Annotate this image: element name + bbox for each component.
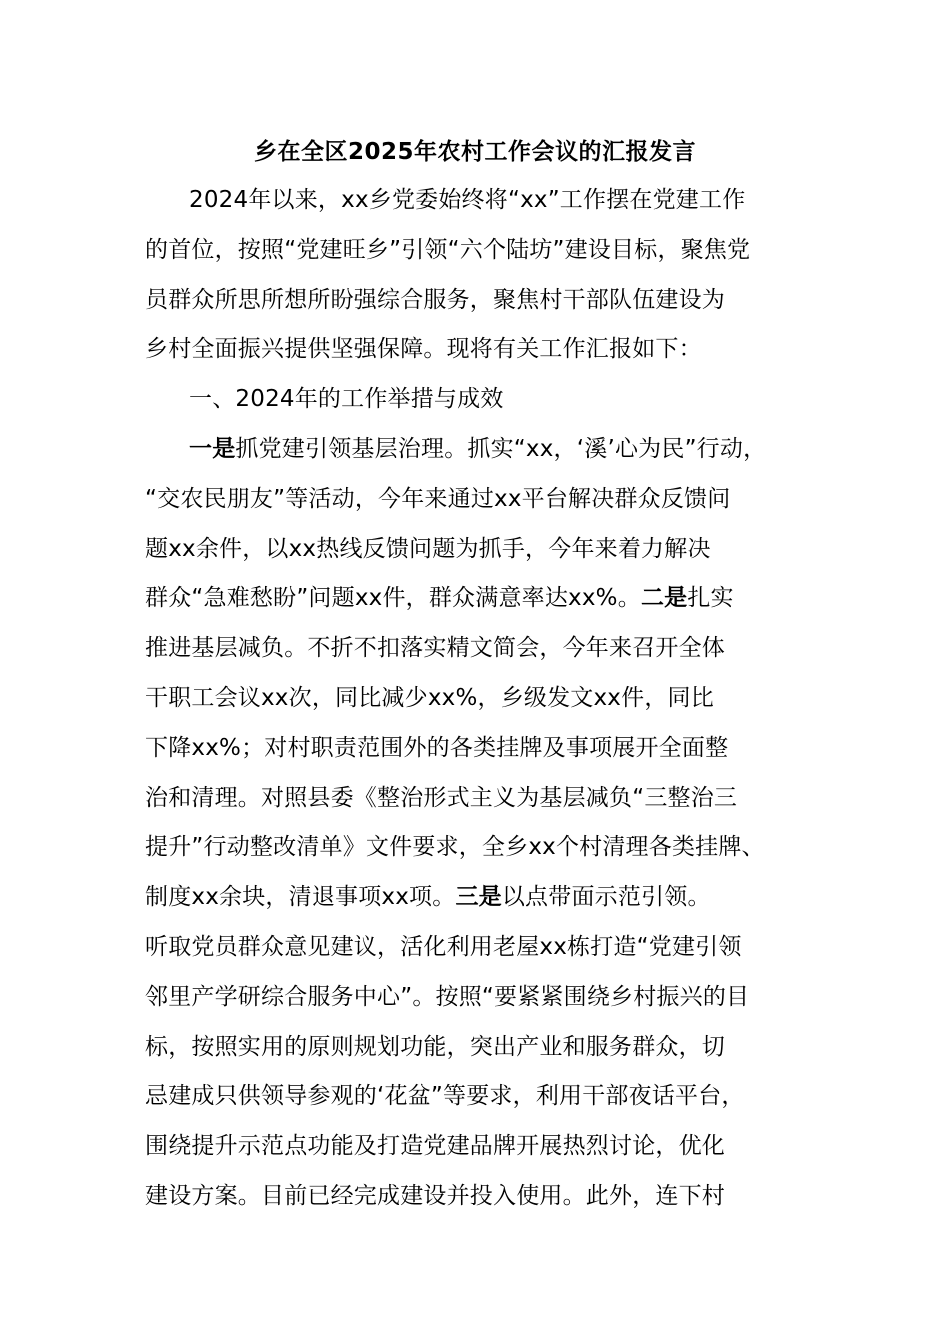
body-line: 群众“急难愁盼”问题xx件，群众满意率达xx%。二是扎实 [145, 585, 734, 612]
body-line: 下降xx%；对村职责范围外的各类挂牌及事项展开全面整 [145, 734, 729, 761]
body-line: 乡村全面振兴提供坚强保障。现将有关工作汇报如下： [145, 336, 702, 363]
body-line: “交农民朋友”等活动，今年来通过xx平台解决群众反馈问 [145, 485, 731, 512]
emphasis-label: 一是 [189, 435, 236, 462]
emphasis-label: 三是 [455, 884, 502, 911]
body-line: 推进基层减负。不折不扣落实精文简会，今年来召开全体 [145, 635, 725, 662]
section-heading: 一、2024年的工作举措与成效 [189, 386, 504, 413]
body-line: 2024年以来，xx乡党委始终将“xx”工作摆在党建工作 [189, 187, 746, 213]
body-line: 题xx余件，以xx热线反馈问题为抓手，今年来着力解决 [145, 535, 711, 562]
body-line: 干职工会议xx次，同比减少xx%，乡级发文xx件，同比 [145, 684, 714, 711]
body-line: 邻里产学研综合服务中心”。按照“要紧紧围绕乡村振兴的目 [145, 983, 750, 1010]
body-line: 一是抓党建引领基层治理。抓实“xx，‘溪’心为民”行动， [189, 435, 767, 462]
emphasis-label: 二是 [640, 585, 688, 612]
body-line: 员群众所思所想所盼强综合服务，聚焦村干部队伍建设为 [145, 286, 725, 313]
body-line: 建设方案。目前已经完成建设并投入使用。此外，连下村 [145, 1182, 725, 1209]
document-title: 乡在全区2025年农村工作会议的汇报发言 [253, 139, 696, 165]
body-line: 的首位，按照“党建旺乡”引领“六个陆坊”建设目标，聚焦党 [145, 236, 751, 263]
body-line: 提升”行动整改清单》文件要求，全乡xx个村清理各类挂牌、 [145, 834, 765, 861]
document-body [145, 178, 825, 1224]
body-line: 忌建成只供领导参观的‘花盆”等要求，利用干部夜话平台， [145, 1083, 745, 1110]
body-line: 标，按照实用的原则规划功能，突出产业和服务群众，切 [145, 1033, 725, 1060]
body-line: 围绕提升示范点功能及打造党建品牌开展热烈讨论，优化 [145, 1133, 725, 1160]
body-line: 制度xx余块，清退事项xx项。三是以点带面示范引领。 [145, 884, 711, 911]
body-line: 听取党员群众意见建议，活化利用老屋xx栋打造“党建引领 [145, 933, 742, 960]
body-line: 治和清理。对照县委《整治形式主义为基层减负“三整治三 [145, 784, 738, 811]
